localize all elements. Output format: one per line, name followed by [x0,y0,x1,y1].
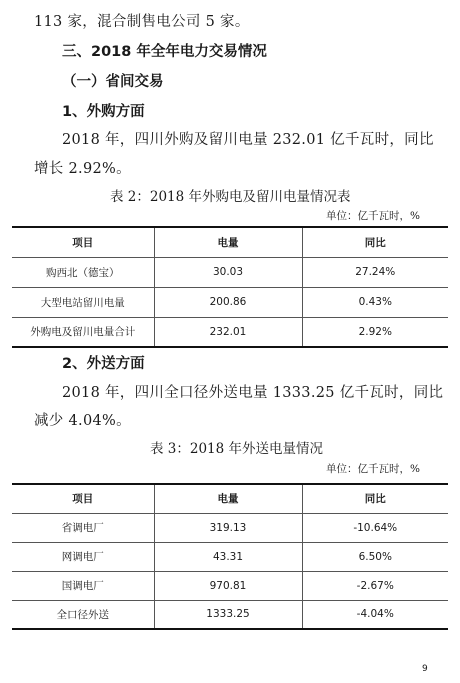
section-title: 三、2018 年全年电力交易情况 [62,44,267,60]
table-cell-quantity: 200.86 [154,287,302,317]
table2-header-row [12,227,448,257]
item1-text-line2: 增长 2.92%。 [34,161,131,177]
item2-title: 2、外送方面 [62,356,145,372]
table-cell-quantity: 30.03 [154,257,302,287]
table3 [12,483,448,630]
table-cell-quantity: 232.01 [154,317,302,347]
table3-unit: 单位：亿千瓦时，% [326,463,420,475]
table-row [12,317,448,347]
item2-text-line2: 减少 4.04%。 [34,413,131,429]
table-row [12,542,448,571]
table2-header-quantity: 电量 [154,227,302,257]
table-cell-quantity: 319.13 [154,513,302,542]
table3-header-quantity: 电量 [154,484,302,513]
table-row [12,257,448,287]
item1-text-line1: 2018 年，四川外购及留川电量 232.01 亿千瓦时，同比 [62,132,434,148]
page-number: 9 [422,664,428,674]
table-cell-quantity: 970.81 [154,571,302,600]
table3-header-yoy: 同比 [302,484,448,513]
table3-caption: 表 3：2018 年外送电量情况 [150,441,324,457]
table-cell-yoy: 0.43% [302,287,448,317]
table-cell-yoy: -10.64% [302,513,448,542]
table-cell-quantity: 1333.25 [154,600,302,629]
table-cell-item: 网调电厂 [12,542,154,571]
table2 [12,226,448,348]
table-cell-quantity: 43.31 [154,542,302,571]
table2-unit: 单位：亿千瓦时，% [326,210,420,222]
table-cell-yoy: 6.50% [302,542,448,571]
table-cell-item: 省调电厂 [12,513,154,542]
item1-title: 1、外购方面 [62,104,145,120]
table2-header-item: 项目 [12,227,154,257]
table-row [12,571,448,600]
table-cell-yoy: 27.24% [302,257,448,287]
item2-text-line1: 2018 年，四川全口径外送电量 1333.25 亿千瓦时，同比 [62,385,444,401]
table-cell-item: 国调电厂 [12,571,154,600]
table3-header-row [12,484,448,513]
paragraph-intro-tail: 113 家，混合制售电公司 5 家。 [34,14,250,30]
table-cell-item: 外购电及留川电量合计 [12,317,154,347]
table-cell-item: 大型电站留川电量 [12,287,154,317]
table3-header-item: 项目 [12,484,154,513]
table2-header-yoy: 同比 [302,227,448,257]
table-row [12,513,448,542]
table-cell-yoy: -2.67% [302,571,448,600]
subsection-title: （一）省间交易 [62,74,164,90]
table-cell-item: 购西北（德宝） [12,257,154,287]
table-cell-yoy: -4.04% [302,600,448,629]
table-cell-yoy: 2.92% [302,317,448,347]
table-row [12,287,448,317]
table-row [12,600,448,629]
table-cell-item: 全口径外送 [12,600,154,629]
table2-caption: 表 2：2018 年外购电及留川电量情况表 [110,189,351,205]
